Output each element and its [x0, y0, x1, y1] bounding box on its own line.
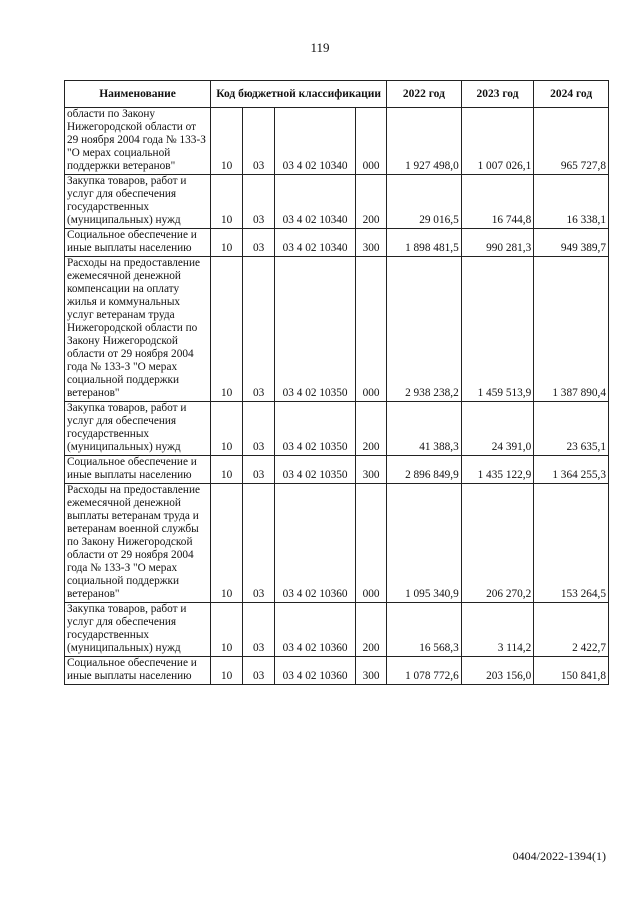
cell-2024: 153 264,5: [534, 484, 609, 603]
cell-2022: 1 078 772,6: [387, 657, 462, 685]
cell-expense-type: 300: [356, 456, 387, 484]
header-2022: 2022 год: [387, 81, 462, 108]
cell-section: 10: [211, 603, 243, 657]
page-number: 119: [310, 40, 330, 55]
cell-expense-type: 000: [356, 484, 387, 603]
cell-2023: 203 156,0: [461, 657, 534, 685]
cell-name: Социальное обеспечение и иные выплаты населению: [65, 657, 211, 685]
table-row: [65, 402, 609, 456]
cell-2022: 1 095 340,9: [387, 484, 462, 603]
cell-name: области по Закону Нижегородской области от 29 ноября 2004 года № 133-З "О мерах социальной поддержки ветеранов": [65, 108, 211, 175]
cell-target-article: 03 4 02 10350: [275, 456, 356, 484]
cell-expense-type: 200: [356, 175, 387, 229]
cell-subsection: 03: [243, 484, 275, 603]
cell-target-article: 03 4 02 10350: [275, 402, 356, 456]
cell-subsection: 03: [243, 257, 275, 402]
header-row: [65, 81, 609, 108]
cell-2022: 16 568,3: [387, 603, 462, 657]
cell-name: Закупка товаров, работ и услуг для обеспечения государственных (муниципальных) нужд: [65, 603, 211, 657]
cell-subsection: 03: [243, 657, 275, 685]
cell-2022: 1 927 498,0: [387, 108, 462, 175]
cell-2022: 41 388,3: [387, 402, 462, 456]
table-row: [65, 229, 609, 257]
cell-expense-type: 200: [356, 603, 387, 657]
cell-2023: 206 270,2: [461, 484, 534, 603]
cell-expense-type: 000: [356, 257, 387, 402]
cell-target-article: 03 4 02 10360: [275, 657, 356, 685]
cell-name: Социальное обеспечение и иные выплаты населению: [65, 229, 211, 257]
cell-target-article: 03 4 02 10340: [275, 175, 356, 229]
cell-subsection: 03: [243, 108, 275, 175]
cell-expense-type: 300: [356, 229, 387, 257]
cell-target-article: 03 4 02 10360: [275, 484, 356, 603]
cell-2024: 965 727,8: [534, 108, 609, 175]
header-2024: 2024 год: [534, 81, 609, 108]
cell-name: Расходы на предоставление ежемесячной денежной выплаты ветеранам труда и ветеранам военной службы по Закону Нижегородской области от 29 ноября 2004 года № 133-З "О мерах социальной поддержки ветеранов": [65, 484, 211, 603]
cell-subsection: 03: [243, 456, 275, 484]
cell-target-article: 03 4 02 10340: [275, 229, 356, 257]
cell-subsection: 03: [243, 402, 275, 456]
cell-2023: 990 281,3: [461, 229, 534, 257]
cell-2022: 29 016,5: [387, 175, 462, 229]
cell-section: 10: [211, 175, 243, 229]
cell-section: 10: [211, 456, 243, 484]
cell-2024: 1 387 890,4: [534, 257, 609, 402]
cell-2024: 949 389,7: [534, 229, 609, 257]
header-2023: 2023 год: [461, 81, 534, 108]
cell-target-article: 03 4 02 10360: [275, 603, 356, 657]
cell-2022: 2 896 849,9: [387, 456, 462, 484]
cell-name: Закупка товаров, работ и услуг для обеспечения государственных (муниципальных) нужд: [65, 175, 211, 229]
cell-2024: 150 841,8: [534, 657, 609, 685]
cell-target-article: 03 4 02 10340: [275, 108, 356, 175]
table-row: [65, 657, 609, 685]
header-code: Код бюджетной классификации: [211, 81, 387, 108]
cell-2023: 3 114,2: [461, 603, 534, 657]
cell-expense-type: 200: [356, 402, 387, 456]
cell-section: 10: [211, 484, 243, 603]
cell-expense-type: 300: [356, 657, 387, 685]
cell-expense-type: 000: [356, 108, 387, 175]
table-row: [65, 257, 609, 402]
table-row: [65, 108, 609, 175]
cell-2023: 24 391,0: [461, 402, 534, 456]
table-row: [65, 456, 609, 484]
cell-2023: 1 435 122,9: [461, 456, 534, 484]
cell-2023: 16 744,8: [461, 175, 534, 229]
document-code: 0404/2022-1394(1): [512, 849, 606, 863]
cell-subsection: 03: [243, 175, 275, 229]
cell-name: Социальное обеспечение и иные выплаты населению: [65, 456, 211, 484]
cell-section: 10: [211, 657, 243, 685]
cell-section: 10: [211, 402, 243, 456]
cell-section: 10: [211, 108, 243, 175]
cell-2024: 2 422,7: [534, 603, 609, 657]
table-row: [65, 603, 609, 657]
cell-2022: 2 938 238,2: [387, 257, 462, 402]
cell-section: 10: [211, 229, 243, 257]
cell-section: 10: [211, 257, 243, 402]
cell-name: Закупка товаров, работ и услуг для обеспечения государственных (муниципальных) нужд: [65, 402, 211, 456]
header-name: Наименование: [65, 81, 211, 108]
cell-2024: 1 364 255,3: [534, 456, 609, 484]
cell-name: Расходы на предоставление ежемесячной денежной компенсации на оплату жилья и коммунальных услуг ветеранам труда Нижегородской области по Закону Нижегородской области от 29 ноября 2004 года № 133-З "О мерах социальной поддержки ветеранов": [65, 257, 211, 402]
cell-subsection: 03: [243, 229, 275, 257]
cell-2023: 1 007 026,1: [461, 108, 534, 175]
cell-2022: 1 898 481,5: [387, 229, 462, 257]
cell-target-article: 03 4 02 10350: [275, 257, 356, 402]
cell-2024: 16 338,1: [534, 175, 609, 229]
table-row: [65, 175, 609, 229]
cell-subsection: 03: [243, 603, 275, 657]
table-row: [65, 484, 609, 603]
cell-2024: 23 635,1: [534, 402, 609, 456]
cell-2023: 1 459 513,9: [461, 257, 534, 402]
budget-table: [64, 80, 609, 685]
